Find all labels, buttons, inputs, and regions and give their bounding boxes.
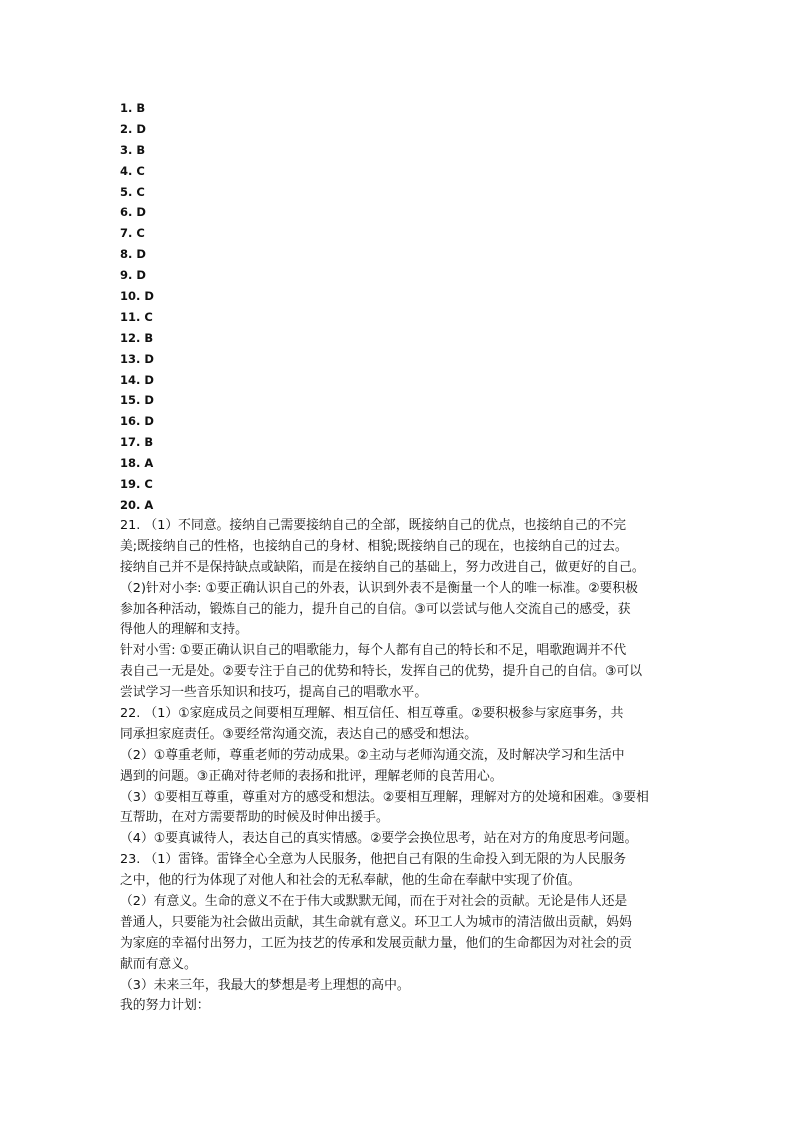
essay-line: （2）①尊重老师，尊重老师的劳动成果。②主动与老师沟通交流，及时解决学习和生活中 [120,747,625,763]
essay-line: 得他人的理解和支持。 [120,622,248,638]
answer-letter: D [144,393,154,408]
answer-number: 14. [120,372,141,387]
answer-row [120,119,680,140]
answer-number: 8. [120,247,133,262]
answer-number: 2. [120,121,133,136]
essay-line: （3）未来三年，我最大的梦想是考上理想的高中。 [120,977,410,993]
answer-letter: D [136,247,146,262]
answer-letter: D [144,414,154,429]
essay-line: （2）有意义。生命的意义不在于伟大或默默无闻，而在于对社会的贡献。无论是伟人还是 [120,894,628,910]
answer-letter: C [136,163,145,178]
answer-letter: D [144,289,154,304]
answer-row [120,223,680,244]
answer-row [120,411,680,432]
answer-letter: B [136,142,146,157]
answer-row [120,244,680,265]
answer-number: 12. [120,330,141,345]
answer-letter: A [144,497,154,512]
answer-number: 4. [120,163,133,178]
answer-number: 18. [120,456,141,471]
answer-number: 5. [120,184,133,199]
answer-letter: C [136,226,145,241]
essay-line: 我的努力计划： [120,998,210,1014]
essay-line: 献而有意义。 [120,956,197,972]
answer-number: 20. [120,497,141,512]
answer-row [120,161,680,182]
answer-letter: B [144,330,154,345]
answer-row [120,265,680,286]
answer-number: 7. [120,226,133,241]
essay-answers [120,516,680,1017]
essay-line: 同承担家庭责任。③要经常沟通交流，表达自己的感受和想法。 [120,726,477,742]
essay-line: 尝试学习一些音乐知识和技巧，提高自己的唱歌水平。 [120,685,428,701]
answer-letter: C [144,309,153,324]
answer-letter: D [144,351,154,366]
answer-row [120,140,680,161]
answer-row [120,453,680,474]
answer-number: 15. [120,393,141,408]
answer-letter: C [136,184,145,199]
answer-row [120,307,680,328]
answer-row [120,286,680,307]
answer-row [120,349,680,370]
answer-row [120,370,680,391]
answer-row [120,328,680,349]
essay-line: （2)针对小李: ①要正确认识自己的外表，认识到外表不是衡量一个人的唯一标准。②要积极 [120,580,638,596]
essay-line: 之中，他的行为体现了对他人和社会的无私奉献，他的生命在奉献中实现了价值。 [120,873,581,889]
essay-line: 21. （1）不同意。接纳自己需要接纳自己的全部，既接纳自己的优点，也接纳自己的不完 [120,518,627,533]
essay-line: 普通人，只要能为社会做出贡献，其生命就有意义。环卫工人为城市的清洁做出贡献，妈妈 [120,914,632,930]
answer-letter: D [136,205,146,220]
answer-row [120,474,680,495]
answer-row [120,98,680,119]
answer-row [120,390,680,411]
answer-number: 11. [120,309,141,324]
answer-number: 19. [120,477,141,492]
essay-line: 23. （1）雷锋。雷锋全心全意为人民服务，他把自己有限的生命投入到无限的为人民服务 [120,852,627,868]
answer-letter: B [144,435,154,450]
answer-row [120,495,680,516]
essay-line: 针对小雪: ①要正确认识自己的唱歌能力，每个人都有自己的特长和不足，唱歌跑调并不代 [120,643,627,659]
answer-letter: D [136,121,146,136]
answer-letter: D [136,268,146,283]
answer-row [120,432,680,453]
essay-line: 表自己一无是处。②要专注于自己的优势和特长，发挥自己的优势，提升自己的自信。③可以 [120,664,643,680]
essay-line: 互帮助，在对方需要帮助的时候及时伸出援手。 [120,810,389,826]
answer-number: 3. [120,142,133,157]
essay-line: 22. （1）①家庭成员之间要相互理解、相互信任、相互尊重。②要积极参与家庭事务，共 [120,706,624,722]
answer-number: 13. [120,351,141,366]
answer-letter: D [144,372,154,387]
answer-row [120,202,680,223]
essay-line: 美;既接纳自己的性格，也接纳自己的身材、相貌;既接纳自己的现在，也接纳自己的过去。 [120,538,628,554]
answer-number: 9. [120,268,133,283]
answer-number: 17. [120,435,141,450]
answer-row [120,182,680,203]
essay-line: 为家庭的幸福付出努力，工匠为技艺的传承和发展贡献力量，他们的生命都因为对社会的贡 [120,935,632,951]
answer-number: 6. [120,205,133,220]
essay-line: 接纳自己并不是保持缺点或缺陷，而是在接纳自己的基础上，努力改进自己，做更好的自己。 [120,559,645,575]
essay-line: （4）①要真诚待人，表达自己的真实情感。②要学会换位思考，站在对方的角度思考问题。 [120,831,638,847]
answer-letter: B [136,101,146,115]
answer-number: 1. [120,101,133,115]
essay-line: 参加各种活动，锻炼自己的能力，提升自己的自信。③可以尝试与他人交流自己的感受，获 [120,601,631,617]
essay-line: （3）①要相互尊重，尊重对方的感受和想法。②要相互理解，理解对方的处境和困难。③要相 [120,789,649,805]
answer-key-list [120,98,680,516]
essay-line: 遇到的问题。③正确对待老师的表扬和批评，理解老师的良苦用心。 [120,768,503,784]
answer-letter: A [144,456,154,471]
answer-letter: C [144,477,153,492]
answer-number: 10. [120,289,141,304]
answer-number: 16. [120,414,141,429]
